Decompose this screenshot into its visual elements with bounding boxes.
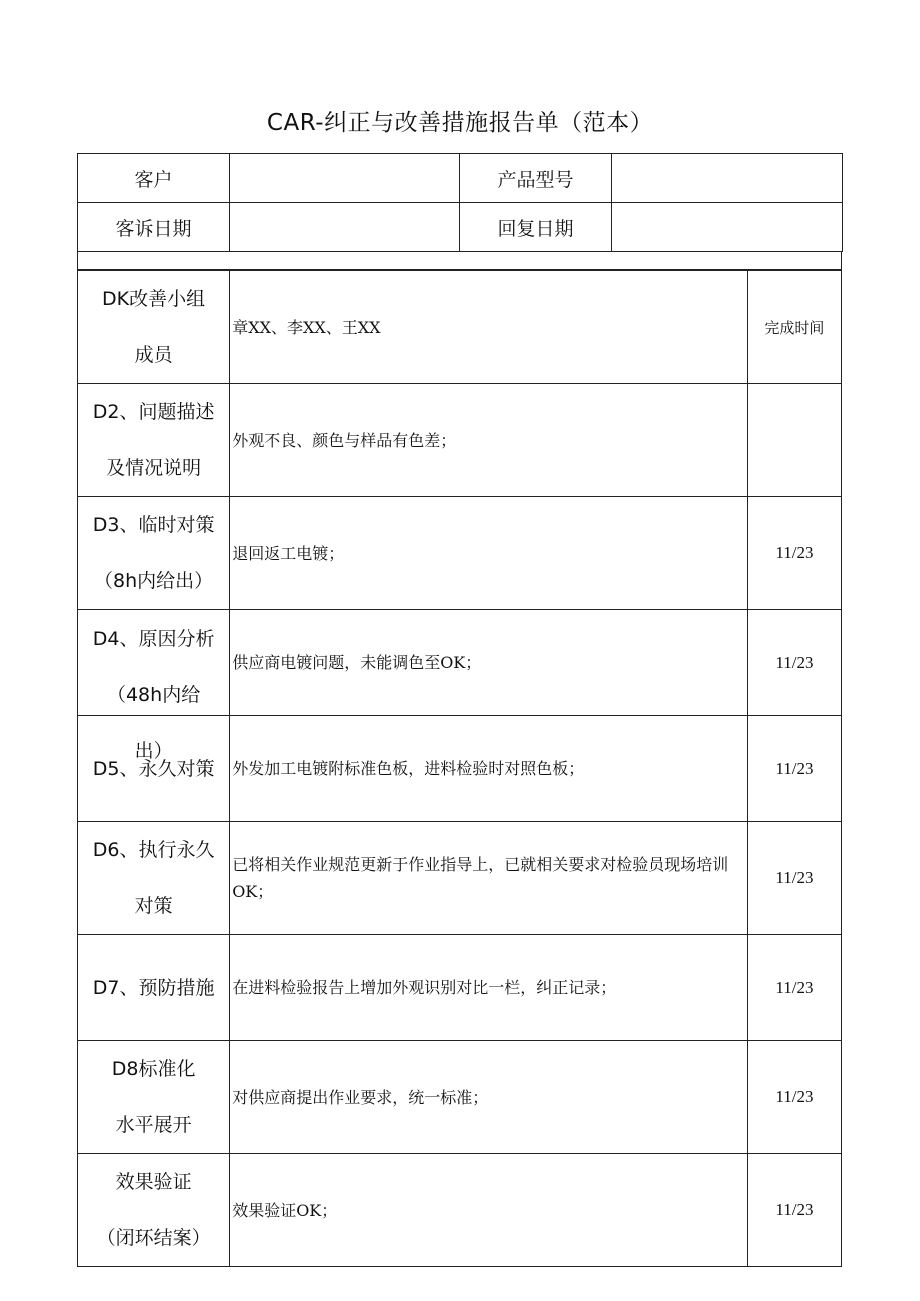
row-label [78,497,230,610]
row-label-line: 及情况说明 [106,457,202,479]
row-time: 完成时间 [747,271,841,384]
header-table [77,153,843,252]
row-label-line: D7、预防措施 [92,976,215,999]
row-content: 外发加工电镀附标准色板，进料检验时对照色板； [230,716,748,822]
row-label-line: D8标准化 [111,1058,196,1080]
spacer-row [77,251,842,270]
table-row [78,822,842,935]
complaint-date-value[interactable] [230,203,460,252]
table-row [78,271,842,384]
row-label-line: D3、临时对策 [92,514,215,536]
table-row [78,1041,842,1154]
row-time: 11/23 [747,935,841,1041]
row-label [78,1041,230,1154]
row-label-line: 水平展开 [115,1114,192,1136]
row-label-line: 对策 [134,895,173,917]
row-label-line: （8h内给出） [94,570,214,592]
row-label [78,610,230,762]
row-time: 11/23 [747,716,841,822]
row-label-line: D6、执行永久 [92,839,215,861]
customer-label: 客户 [78,154,230,203]
row-label-line: 成员 [134,344,173,366]
reply-date-label: 回复日期 [460,203,612,252]
row-label-line: （闭环结案） [96,1227,211,1249]
row-time [747,384,841,497]
table-row [78,384,842,497]
row-label-line: （48h内给 [106,683,201,706]
page-title: CAR-纠正与改善措施报告单（范本） [266,110,654,136]
row-time: 11/23 [747,497,841,610]
row-content: 供应商电镀问题，未能调色至OK； [230,610,748,716]
reply-date-value[interactable] [612,203,843,252]
table-row [78,497,842,610]
row-content: 效果验证OK； [230,1154,748,1267]
row-time: 11/23 [747,610,841,716]
table-row [78,610,842,716]
table-row [78,935,842,1041]
model-value[interactable] [612,154,843,203]
row-label-line: 效果验证 [115,1171,192,1193]
table-row [78,716,842,822]
row-label [78,935,230,1041]
row-time: 11/23 [747,1154,841,1267]
row-time: 11/23 [747,1041,841,1154]
model-label: 产品型号 [460,154,612,203]
header-row [78,154,843,203]
row-time: 11/23 [747,822,841,935]
row-label-line: D2、问题描述 [92,401,215,423]
row-label [78,1154,230,1267]
row-label-line: D5、永久对策 [92,757,215,780]
row-content: 外观不良、颜色与样品有色差； [230,384,748,497]
row-content: 在进料检验报告上增加外观识别对比一栏，纠正记录； [230,935,748,1041]
row-label-line: 出） [134,739,173,762]
customer-value[interactable] [230,154,460,203]
row-label [78,384,230,497]
row-content: 退回返工电镀； [230,497,748,610]
row-label-line: DK改善小组 [102,288,206,310]
table-row [78,1154,842,1267]
row-label-line: D4、原因分析 [92,627,215,650]
row-content: 对供应商提出作业要求，统一标准； [230,1041,748,1154]
action-table [77,270,842,1267]
header-row [78,203,843,252]
row-label [78,271,230,384]
row-label [78,822,230,935]
complaint-date-label: 客诉日期 [78,203,230,252]
row-content: 章XX、李XX、王XX [230,271,748,384]
spacer-cell [78,252,842,270]
row-content: 已将相关作业规范更新于作业指导上，已就相关要求对检验员现场培训OK； [230,822,748,935]
